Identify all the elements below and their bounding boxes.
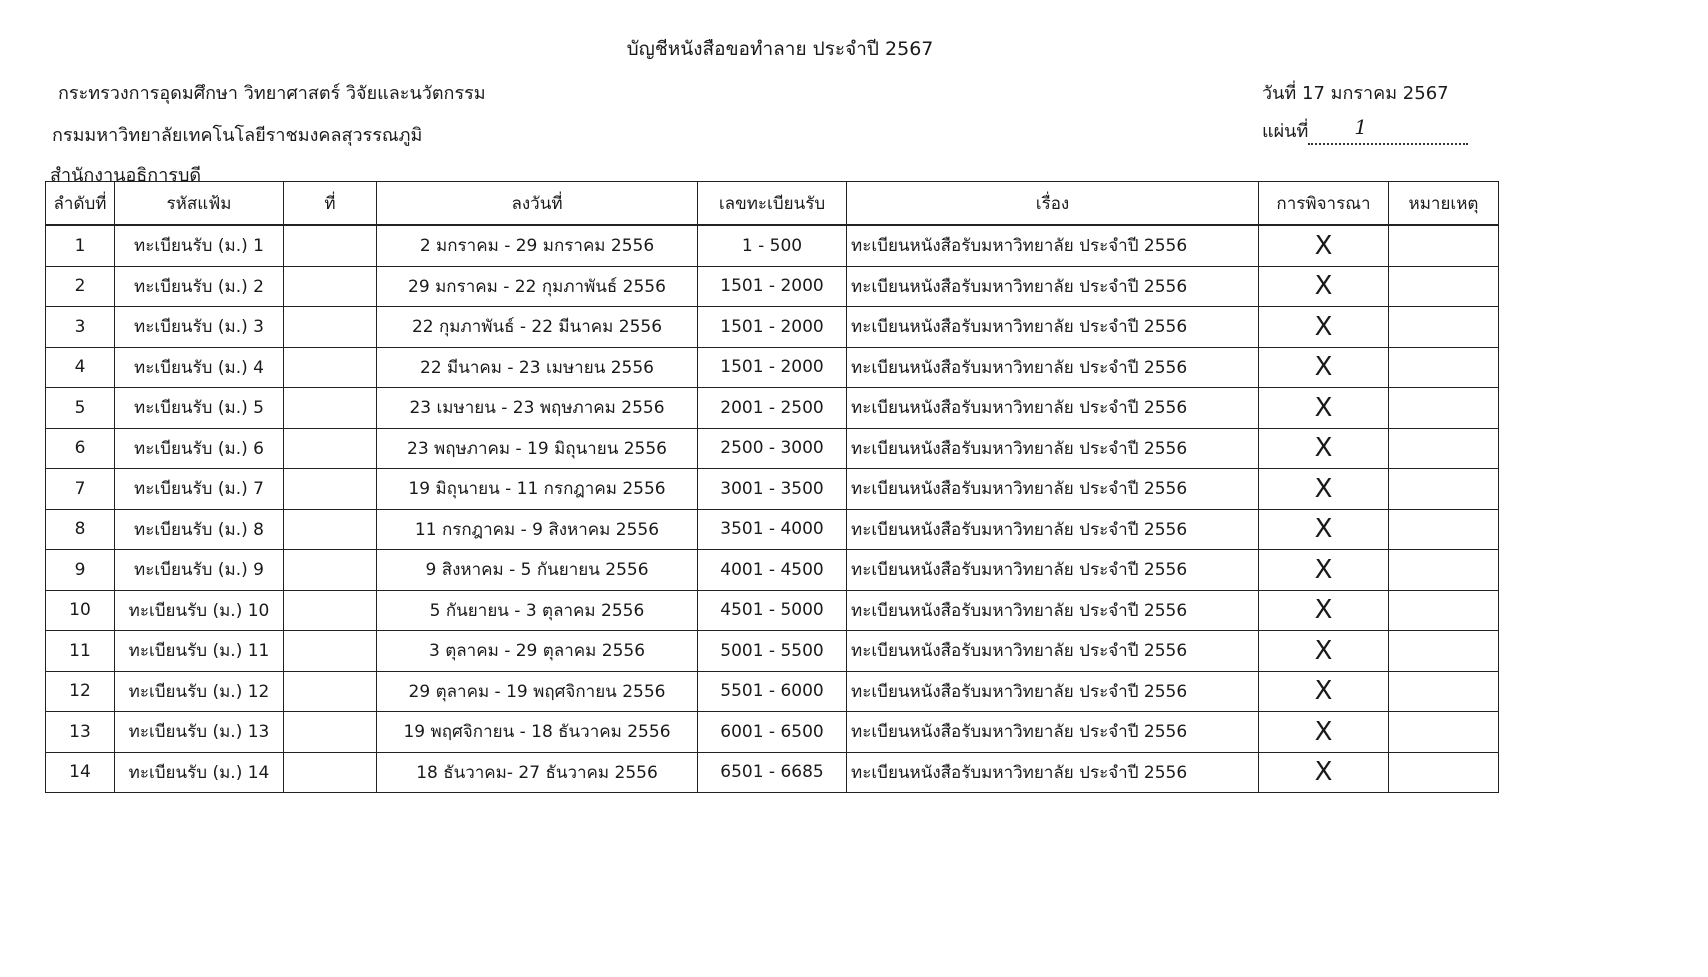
table-row bbox=[46, 266, 1499, 307]
table-row bbox=[46, 752, 1499, 793]
row-number-cell: 10 bbox=[46, 590, 115, 631]
table-row bbox=[46, 469, 1499, 510]
ministry-name: กระทรวงการอุดมศึกษา วิทยาศาสตร์ วิจัยและนวัตกรรม bbox=[58, 83, 486, 104]
date-range-cell: 23 พฤษภาคม - 19 มิถุนายน 2556 bbox=[377, 428, 698, 469]
registration-number-cell: 3001 - 3500 bbox=[698, 469, 847, 510]
table-row bbox=[46, 225, 1499, 266]
table-row bbox=[46, 550, 1499, 591]
file-code-cell: ทะเบียนรับ (ม.) 11 bbox=[115, 631, 284, 672]
subject-cell: ทะเบียนหนังสือรับมหาวิทยาลัย ประจำปี 2556 bbox=[847, 631, 1259, 672]
remark-cell bbox=[1389, 712, 1499, 753]
subject-cell: ทะเบียนหนังสือรับมหาวิทยาลัย ประจำปี 2556 bbox=[847, 388, 1259, 429]
cross-mark-icon: X bbox=[1314, 595, 1333, 626]
table-row bbox=[46, 590, 1499, 631]
row-number-cell: 5 bbox=[46, 388, 115, 429]
subject-cell: ทะเบียนหนังสือรับมหาวิทยาลัย ประจำปี 2556 bbox=[847, 266, 1259, 307]
subject-cell: ทะเบียนหนังสือรับมหาวิทยาลัย ประจำปี 2556 bbox=[847, 428, 1259, 469]
registration-number-cell: 2001 - 2500 bbox=[698, 388, 847, 429]
remark-cell bbox=[1389, 347, 1499, 388]
file-code-cell: ทะเบียนรับ (ม.) 10 bbox=[115, 590, 284, 631]
remark-cell bbox=[1389, 631, 1499, 672]
sheet-number-line bbox=[1262, 116, 1468, 145]
row-number-cell: 1 bbox=[46, 225, 115, 266]
cross-mark-icon: X bbox=[1314, 271, 1333, 302]
decision-mark-cell bbox=[1259, 225, 1389, 266]
remark-cell bbox=[1389, 671, 1499, 712]
date-range-cell: 5 กันยายน - 3 ตุลาคม 2556 bbox=[377, 590, 698, 631]
registration-number-cell: 6501 - 6685 bbox=[698, 752, 847, 793]
office-name: สำนักงานอธิการบดี bbox=[50, 165, 202, 186]
reference-cell bbox=[284, 266, 377, 307]
sheet-label: แผ่นที่ bbox=[1262, 121, 1309, 142]
cross-mark-icon: X bbox=[1314, 311, 1333, 342]
row-number-cell: 12 bbox=[46, 671, 115, 712]
destruction-register-table bbox=[45, 181, 1499, 793]
registration-number-cell: 1 - 500 bbox=[698, 225, 847, 266]
decision-mark-cell bbox=[1259, 671, 1389, 712]
date-range-cell: 9 สิงหาคม - 5 กันยายน 2556 bbox=[377, 550, 698, 591]
subject-cell: ทะเบียนหนังสือรับมหาวิทยาลัย ประจำปี 2556 bbox=[847, 509, 1259, 550]
row-number-cell: 13 bbox=[46, 712, 115, 753]
cross-mark-icon: X bbox=[1314, 514, 1333, 545]
decision-mark-cell bbox=[1259, 752, 1389, 793]
row-number-cell: 2 bbox=[46, 266, 115, 307]
table-row bbox=[46, 631, 1499, 672]
decision-mark-cell bbox=[1259, 631, 1389, 672]
column-header: การพิจารณา bbox=[1259, 182, 1389, 226]
date-range-cell: 29 ตุลาคม - 19 พฤศจิกายน 2556 bbox=[377, 671, 698, 712]
sheet-number: 1 bbox=[1354, 115, 1368, 139]
date-range-cell: 22 มีนาคม - 23 เมษายน 2556 bbox=[377, 347, 698, 388]
registration-number-cell: 6001 - 6500 bbox=[698, 712, 847, 753]
remark-cell bbox=[1389, 266, 1499, 307]
row-number-cell: 14 bbox=[46, 752, 115, 793]
reference-cell bbox=[284, 671, 377, 712]
remark-cell bbox=[1389, 509, 1499, 550]
row-number-cell: 11 bbox=[46, 631, 115, 672]
registration-number-cell: 2500 - 3000 bbox=[698, 428, 847, 469]
table-row bbox=[46, 428, 1499, 469]
decision-mark-cell bbox=[1259, 307, 1389, 348]
table-row bbox=[46, 671, 1499, 712]
cross-mark-icon: X bbox=[1314, 757, 1333, 788]
reference-cell bbox=[284, 752, 377, 793]
subject-cell: ทะเบียนหนังสือรับมหาวิทยาลัย ประจำปี 2556 bbox=[847, 590, 1259, 631]
column-header: รหัสแฟ้ม bbox=[115, 182, 284, 226]
subject-cell: ทะเบียนหนังสือรับมหาวิทยาลัย ประจำปี 2556 bbox=[847, 347, 1259, 388]
registration-number-cell: 1501 - 2000 bbox=[698, 266, 847, 307]
file-code-cell: ทะเบียนรับ (ม.) 3 bbox=[115, 307, 284, 348]
row-number-cell: 6 bbox=[46, 428, 115, 469]
cross-mark-icon: X bbox=[1314, 473, 1333, 504]
remark-cell bbox=[1389, 752, 1499, 793]
table-header-row bbox=[46, 182, 1499, 226]
reference-cell bbox=[284, 428, 377, 469]
table-row bbox=[46, 712, 1499, 753]
decision-mark-cell bbox=[1259, 266, 1389, 307]
decision-mark-cell bbox=[1259, 509, 1389, 550]
date-range-cell: 29 มกราคม - 22 กุมภาพันธ์ 2556 bbox=[377, 266, 698, 307]
reference-cell bbox=[284, 550, 377, 591]
department-name: กรมมหาวิทยาลัยเทคโนโลยีราชมงคลสุวรรณภูมิ bbox=[52, 125, 423, 146]
reference-cell bbox=[284, 347, 377, 388]
reference-cell bbox=[284, 590, 377, 631]
decision-mark-cell bbox=[1259, 590, 1389, 631]
cross-mark-icon: X bbox=[1314, 392, 1333, 423]
decision-mark-cell bbox=[1259, 550, 1389, 591]
registration-number-cell: 4001 - 4500 bbox=[698, 550, 847, 591]
column-header: ลำดับที่ bbox=[46, 182, 115, 226]
date-range-cell: 18 ธันวาคม- 27 ธันวาคม 2556 bbox=[377, 752, 698, 793]
cross-mark-icon: X bbox=[1314, 433, 1333, 464]
row-number-cell: 4 bbox=[46, 347, 115, 388]
date-range-cell: 19 มิถุนายน - 11 กรกฎาคม 2556 bbox=[377, 469, 698, 510]
file-code-cell: ทะเบียนรับ (ม.) 1 bbox=[115, 225, 284, 266]
remark-cell bbox=[1389, 225, 1499, 266]
sheet-dotted-line bbox=[1308, 115, 1468, 145]
column-header: หมายเหตุ bbox=[1389, 182, 1499, 226]
date-range-cell: 2 มกราคม - 29 มกราคม 2556 bbox=[377, 225, 698, 266]
registration-number-cell: 1501 - 2000 bbox=[698, 307, 847, 348]
row-number-cell: 9 bbox=[46, 550, 115, 591]
row-number-cell: 3 bbox=[46, 307, 115, 348]
reference-cell bbox=[284, 631, 377, 672]
remark-cell bbox=[1389, 469, 1499, 510]
reference-cell bbox=[284, 307, 377, 348]
date-range-cell: 19 พฤศจิกายน - 18 ธันวาคม 2556 bbox=[377, 712, 698, 753]
cross-mark-icon: X bbox=[1314, 635, 1333, 666]
reference-cell bbox=[284, 509, 377, 550]
row-number-cell: 8 bbox=[46, 509, 115, 550]
file-code-cell: ทะเบียนรับ (ม.) 7 bbox=[115, 469, 284, 510]
decision-mark-cell bbox=[1259, 347, 1389, 388]
decision-mark-cell bbox=[1259, 428, 1389, 469]
decision-mark-cell bbox=[1259, 469, 1389, 510]
document-date: วันที่ 17 มกราคม 2567 bbox=[1262, 83, 1449, 104]
subject-cell: ทะเบียนหนังสือรับมหาวิทยาลัย ประจำปี 2556 bbox=[847, 671, 1259, 712]
registration-number-cell: 5001 - 5500 bbox=[698, 631, 847, 672]
document-title: บัญชีหนังสือขอทำลาย ประจำปี 2567 bbox=[626, 38, 934, 60]
registration-number-cell: 4501 - 5000 bbox=[698, 590, 847, 631]
cross-mark-icon: X bbox=[1314, 554, 1333, 585]
file-code-cell: ทะเบียนรับ (ม.) 6 bbox=[115, 428, 284, 469]
date-range-cell: 3 ตุลาคม - 29 ตุลาคม 2556 bbox=[377, 631, 698, 672]
remark-cell bbox=[1389, 388, 1499, 429]
cross-mark-icon: X bbox=[1314, 230, 1333, 261]
remark-cell bbox=[1389, 590, 1499, 631]
cross-mark-icon: X bbox=[1314, 352, 1333, 383]
row-number-cell: 7 bbox=[46, 469, 115, 510]
file-code-cell: ทะเบียนรับ (ม.) 2 bbox=[115, 266, 284, 307]
subject-cell: ทะเบียนหนังสือรับมหาวิทยาลัย ประจำปี 2556 bbox=[847, 752, 1259, 793]
registration-number-cell: 5501 - 6000 bbox=[698, 671, 847, 712]
file-code-cell: ทะเบียนรับ (ม.) 5 bbox=[115, 388, 284, 429]
file-code-cell: ทะเบียนรับ (ม.) 13 bbox=[115, 712, 284, 753]
remark-cell bbox=[1389, 428, 1499, 469]
subject-cell: ทะเบียนหนังสือรับมหาวิทยาลัย ประจำปี 2556 bbox=[847, 225, 1259, 266]
date-range-cell: 22 กุมภาพันธ์ - 22 มีนาคม 2556 bbox=[377, 307, 698, 348]
remark-cell bbox=[1389, 550, 1499, 591]
subject-cell: ทะเบียนหนังสือรับมหาวิทยาลัย ประจำปี 2556 bbox=[847, 712, 1259, 753]
decision-mark-cell bbox=[1259, 388, 1389, 429]
reference-cell bbox=[284, 388, 377, 429]
reference-cell bbox=[284, 712, 377, 753]
column-header: ที่ bbox=[284, 182, 377, 226]
table-row bbox=[46, 307, 1499, 348]
file-code-cell: ทะเบียนรับ (ม.) 8 bbox=[115, 509, 284, 550]
cross-mark-icon: X bbox=[1314, 716, 1333, 747]
column-header: เลขทะเบียนรับ bbox=[698, 182, 847, 226]
subject-cell: ทะเบียนหนังสือรับมหาวิทยาลัย ประจำปี 2556 bbox=[847, 307, 1259, 348]
file-code-cell: ทะเบียนรับ (ม.) 9 bbox=[115, 550, 284, 591]
file-code-cell: ทะเบียนรับ (ม.) 4 bbox=[115, 347, 284, 388]
decision-mark-cell bbox=[1259, 712, 1389, 753]
subject-cell: ทะเบียนหนังสือรับมหาวิทยาลัย ประจำปี 2556 bbox=[847, 469, 1259, 510]
table-row bbox=[46, 509, 1499, 550]
column-header: เรื่อง bbox=[847, 182, 1259, 226]
date-range-cell: 23 เมษายน - 23 พฤษภาคม 2556 bbox=[377, 388, 698, 429]
table-row bbox=[46, 347, 1499, 388]
remark-cell bbox=[1389, 307, 1499, 348]
date-range-cell: 11 กรกฎาคม - 9 สิงหาคม 2556 bbox=[377, 509, 698, 550]
registration-number-cell: 3501 - 4000 bbox=[698, 509, 847, 550]
table-row bbox=[46, 388, 1499, 429]
cross-mark-icon: X bbox=[1314, 676, 1333, 707]
file-code-cell: ทะเบียนรับ (ม.) 12 bbox=[115, 671, 284, 712]
subject-cell: ทะเบียนหนังสือรับมหาวิทยาลัย ประจำปี 2556 bbox=[847, 550, 1259, 591]
column-header: ลงวันที่ bbox=[377, 182, 698, 226]
reference-cell bbox=[284, 225, 377, 266]
registration-number-cell: 1501 - 2000 bbox=[698, 347, 847, 388]
file-code-cell: ทะเบียนรับ (ม.) 14 bbox=[115, 752, 284, 793]
reference-cell bbox=[284, 469, 377, 510]
